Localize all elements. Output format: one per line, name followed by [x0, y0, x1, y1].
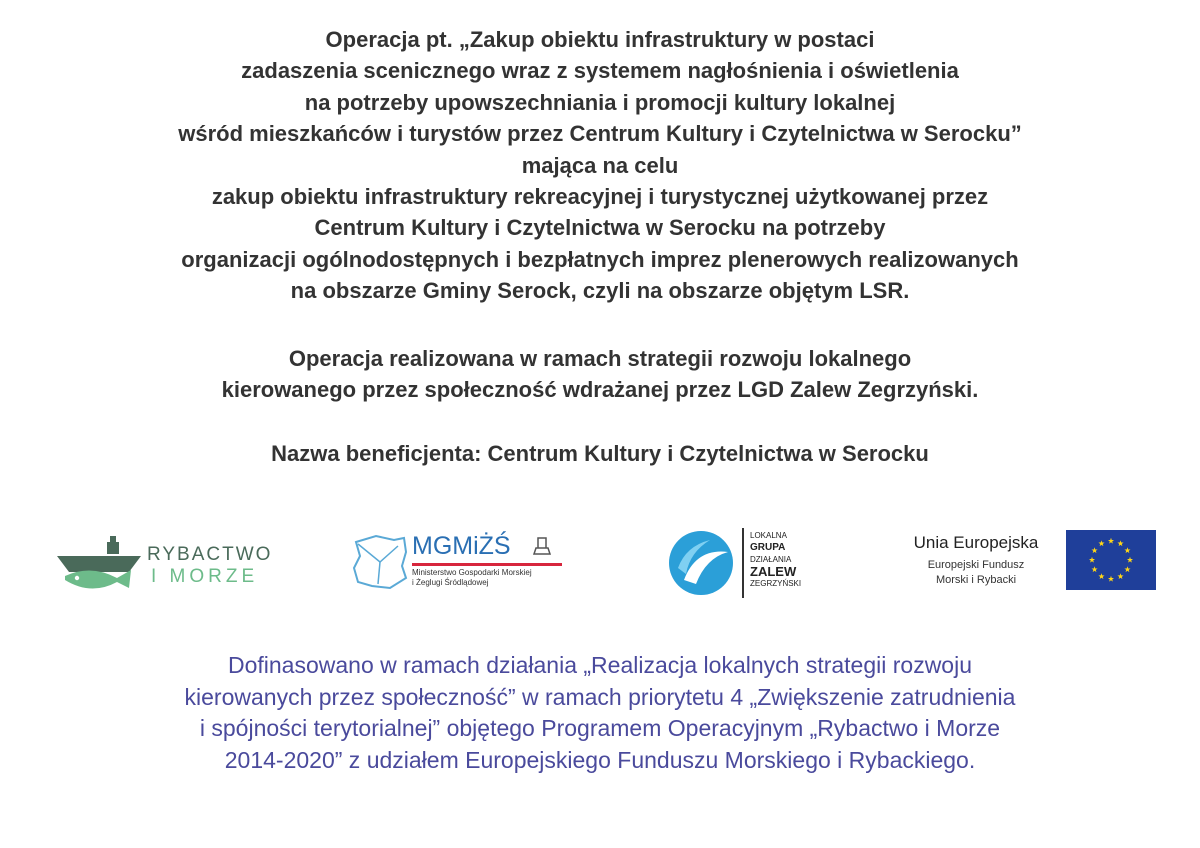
lgd-word-grupa: GRUPA	[750, 542, 786, 553]
operation-description	[0, 24, 1200, 307]
eu-title: Unia Europejska	[913, 533, 1039, 552]
mgm-red-bar	[412, 563, 562, 566]
operation-line: na obszarze Gminy Serock, czyli na obszarze objętym LSR.	[290, 278, 910, 304]
eu-flag-icon	[1066, 530, 1156, 590]
ship-outline-icon	[532, 534, 552, 556]
operation-line: zakup obiektu infrastruktury rekreacyjnej i turystycznej użytkowanej przez	[211, 184, 989, 210]
operation-line: Centrum Kultury i Czytelnictwa w Serocku na potrzeby	[314, 215, 886, 241]
operation-line: organizacji ogólnodostępnych i bezpłatnych imprez plenerowych realizowanych	[181, 246, 1019, 272]
operation-line: wśród mieszkańców i turystów przez Centrum Kultury i Czytelnictwa w Serocku”	[178, 121, 1022, 147]
lgd-word-dzialania: DZIAŁANIA	[750, 555, 792, 564]
poland-map-icon	[350, 532, 410, 594]
beneficiary-name: Nazwa beneficjenta: Centrum Kultury i Czytelnictwa w Serocku	[271, 441, 929, 466]
operation-line: zadaszenia scenicznego wraz z systemem nagłośnienia i oświetlenia	[241, 58, 959, 84]
rybactwo-i-morze-logo	[55, 534, 295, 598]
mgm-acronym: MGMiŻŚ	[412, 532, 511, 560]
swirl-icon	[666, 528, 736, 598]
eu-fund-logo	[892, 530, 1162, 594]
lgd-word-zalew: ZALEW	[750, 564, 797, 579]
funding-statement	[0, 650, 1200, 776]
lgd-separator	[742, 528, 744, 598]
operation-line: na potrzeby upowszechniania i promocji kultury lokalnej	[304, 89, 896, 115]
operation-line: mająca na celu	[521, 152, 679, 178]
morze-label: I MORZE	[151, 566, 259, 587]
mgmizs-logo	[350, 528, 580, 600]
funding-line: i spójności terytorialnej” objętego Programem Operacyjnym „Rybactwo i Morze	[199, 715, 1001, 741]
strategy-line: kierowanego przez społeczność wdrażanej przez LGD Zalew Zegrzyński.	[221, 377, 979, 403]
boat-fish-icon	[55, 534, 145, 598]
operation-line: Operacja pt. „Zakup obiektu infrastruktury w postaci	[325, 27, 875, 52]
funding-line: 2014-2020” z udziałem Europejskiego Funduszu Morskiego i Rybackiego.	[224, 746, 976, 773]
mgm-ministry-line2: i Żeglugi Śródlądowej	[412, 578, 489, 587]
eu-fund-line1: Europejski Fundusz	[927, 559, 1025, 571]
mgm-ministry-line1: Ministerstwo Gospodarki Morskiej	[412, 568, 532, 577]
lgd-word-lokalna: LOKALNA	[750, 531, 787, 540]
lgd-zalew-zegrzynski-logo	[666, 524, 826, 604]
strategy-statement	[0, 343, 1200, 406]
funding-line: kierowanych przez społeczność” w ramach priorytetu 4 „Zwiększenie zatrudnienia	[184, 683, 1016, 710]
eu-fund-line2: Morski i Rybacki	[935, 574, 1017, 586]
lgd-word-zegrzynski: ZEGRZYŃSKI	[750, 579, 802, 588]
funding-line: Dofinasowano w ramach działania „Realizacja lokalnych strategii rozwoju	[227, 652, 973, 678]
logo-strip	[0, 520, 1200, 610]
rybactwo-label: RYBACTWO	[147, 544, 273, 565]
strategy-line: Operacja realizowana w ramach strategii rozwoju lokalnego	[288, 346, 912, 371]
